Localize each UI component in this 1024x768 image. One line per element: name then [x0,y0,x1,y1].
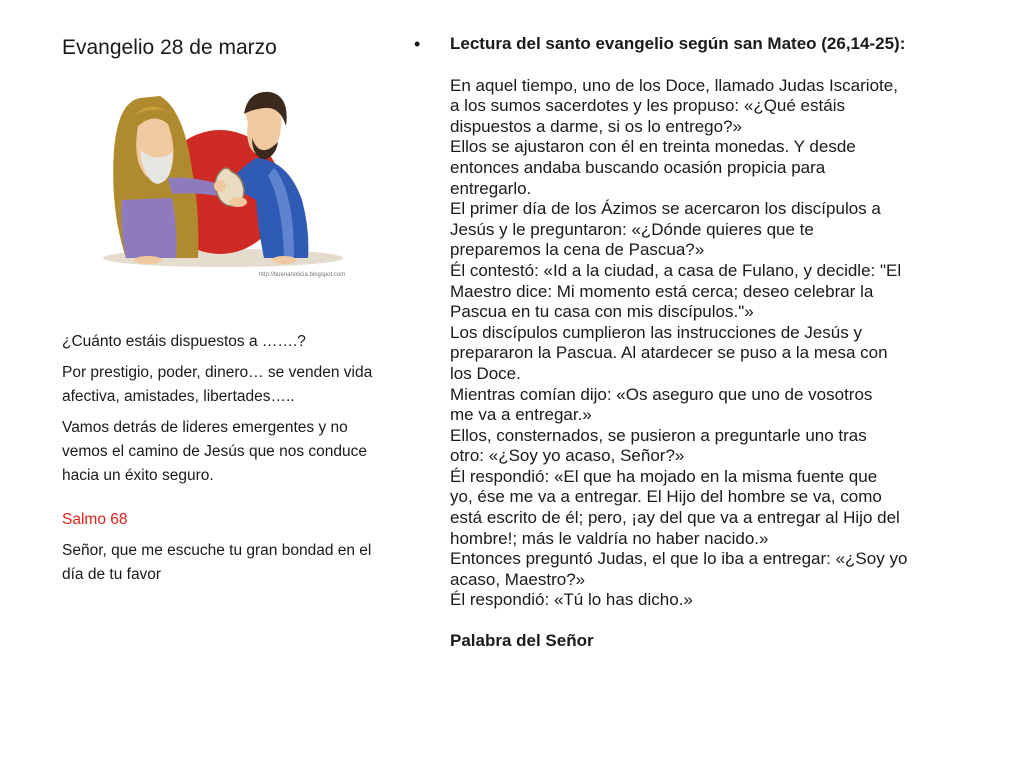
slide-title: Evangelio 28 de marzo [62,36,277,59]
reading-line: Él respondió: «Tú lo has dicho.» [450,590,693,610]
reading-line: Maestro dice: Mi momento está cerca; deseo celebrar la [450,281,874,301]
reading-line: Los discípulos cumplieron las instrucciones de Jesús y [450,322,862,342]
reading-line: Mientras comían dijo: «Os aseguro que uno de vosotros [450,384,873,404]
reflection-question: ¿Cuánto estáis dispuestos a …….? [62,333,306,350]
reading-line: Pascua en tu casa con mis discípulos."» [450,302,754,322]
reading-line: hombre!; más le valdría no haber nacido.» [450,528,769,548]
illustration-credit: http://buenanoticia.blogspot.com [258,272,346,278]
gospel-reading [414,34,974,652]
reading-line: entregarlo. [450,178,532,198]
psalm-text: Señor, que me escuche tu gran bondad en el día de tu favor [62,542,372,583]
reading-closing: Palabra del Señor [450,631,594,651]
reading-title: Lectura del santo evangelio según san Mateo (26,14-25): [450,34,906,53]
reflection-paragraph-2: Vamos detrás de lideres emergentes y no vemos el camino de Jesús que nos conduce hacia un éxito seguro. [62,419,368,484]
reading-line: otro: «¿Soy yo acaso, Señor?» [450,446,685,466]
judas-priest-illustration [88,80,353,290]
reading-line: Ellos, consternados, se pusieron a preguntarle uno tras [450,425,867,445]
bullet-icon: • [414,34,421,54]
reading-line: a los sumos sacerdotes y les propuso: «¿Qué estáis [450,96,845,116]
reading-line: acaso, Maestro?» [450,569,586,589]
reading-line: preparemos la cena de Pascua?» [450,240,705,260]
reading-line: yo, ése me va a entregar. El Hijo del hombre se va, como [450,487,882,507]
reading-line: los Doce. [450,363,521,383]
reflection-panel [62,330,382,594]
reading-line: está escrito de él; pero, ¡ay del que va a entregar al Hijo del [450,508,900,528]
reading-line: dispuestos a darme, si os lo entrego?» [450,116,743,136]
reflection-paragraph-1: Por prestigio, poder, dinero… se venden vida afectiva, amistades, libertades….. [62,364,373,405]
psalm-title: Salmo 68 [62,511,128,528]
reading-body [450,76,974,611]
reading-line: En aquel tiempo, uno de los Doce, llamado Judas Iscariote, [450,75,898,95]
reading-line: Él respondió: «El que ha mojado en la misma fuente que [450,466,878,486]
reading-line: me va a entregar.» [450,405,592,425]
reading-line: prepararon la Pascua. Al atardecer se puso a la mesa con [450,343,888,363]
reading-line: Entonces preguntó Judas, el que lo iba a entregar: «¿Soy yo [450,549,908,569]
reading-line: Jesús y le preguntaron: «¿Dónde quieres que te [450,219,814,239]
reading-line: entonces andaba buscando ocasión propicia para [450,157,826,177]
reading-line: Él contestó: «Id a la ciudad, a casa de Fulano, y decidle: "El [450,260,902,280]
reading-line: Ellos se ajustaron con él en treinta monedas. Y desde [450,137,856,157]
reading-line: El primer día de los Ázimos se acercaron los discípulos a [450,199,881,219]
